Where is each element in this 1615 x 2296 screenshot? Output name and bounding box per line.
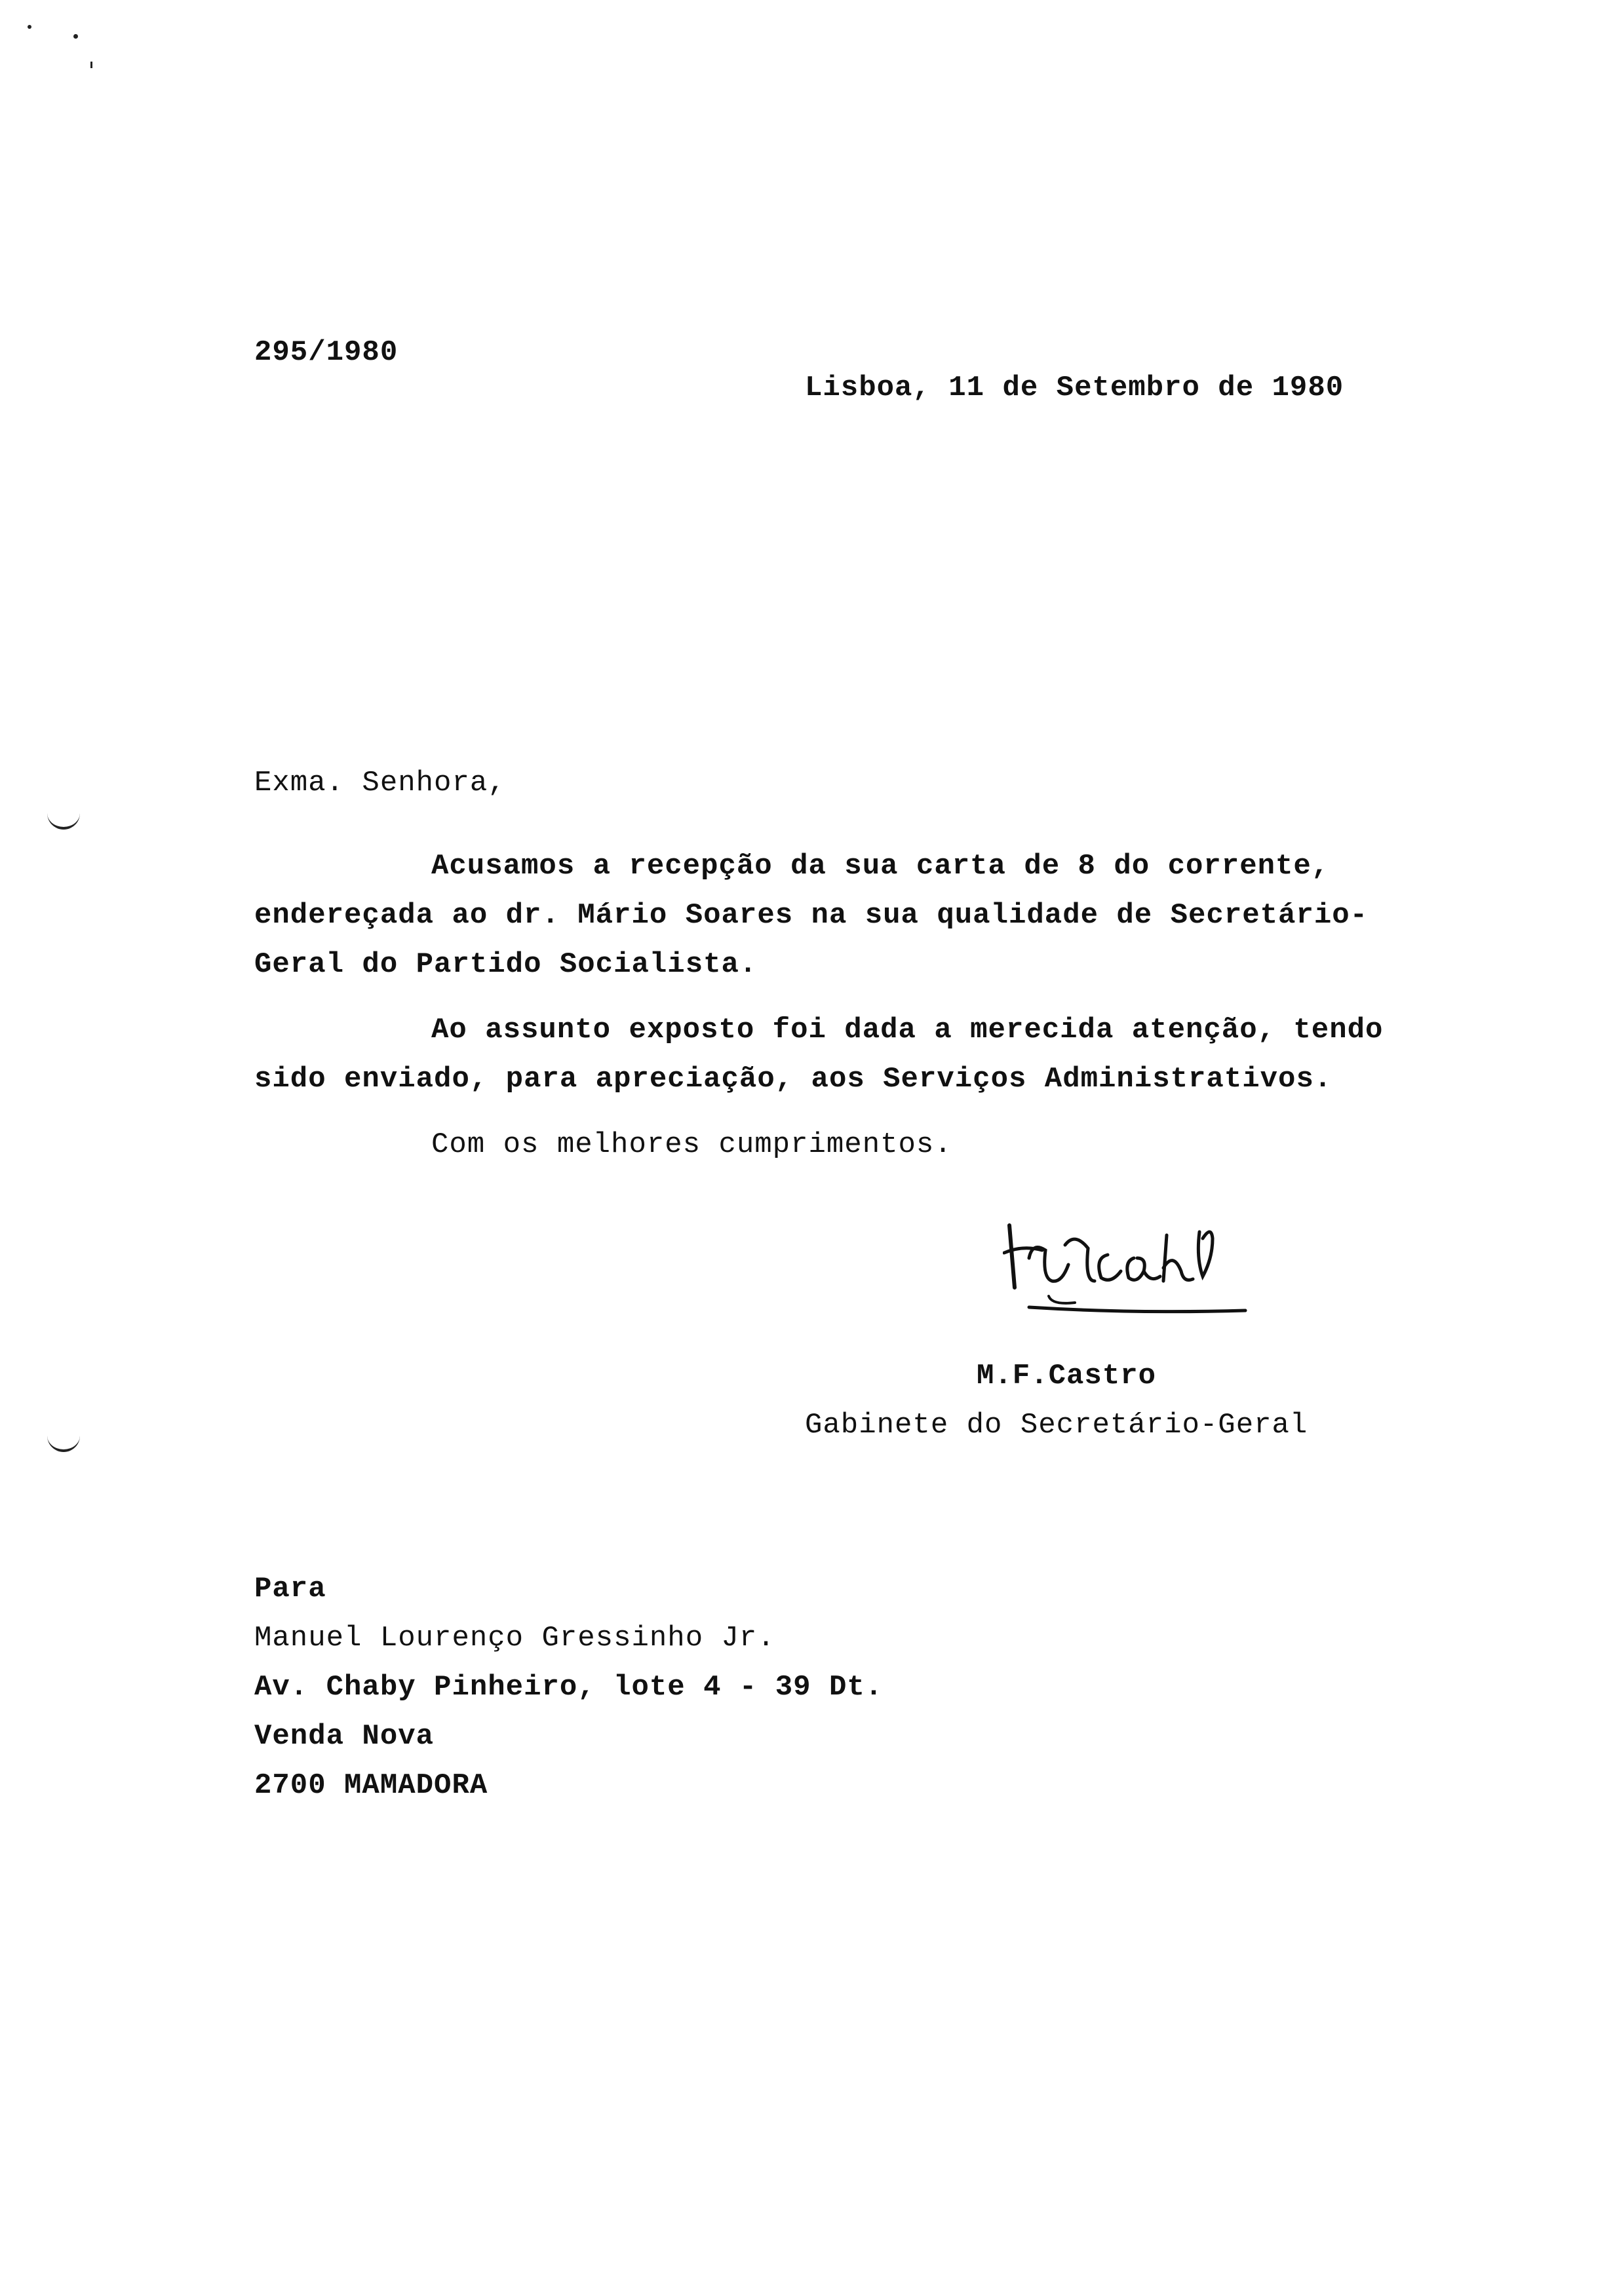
recipient-line: Venda Nova [254, 1720, 435, 1753]
recipient-line: 2700 MAMADORA [254, 1769, 488, 1802]
body-line: Acusamos a recepção da sua carta de 8 do corrente, [431, 850, 1330, 883]
binder-hole-mark [47, 1435, 80, 1452]
scan-speck [28, 25, 31, 29]
signatory-office: Gabinete do Secretário-Geral [805, 1409, 1308, 1442]
body-line: Geral do Partido Socialista. [254, 948, 758, 981]
recipient-line: Manuel Lourenço Gressinho Jr. [254, 1622, 775, 1655]
body-line: Ao assunto exposto foi dada a merecida atenção, tendo [431, 1014, 1384, 1046]
binder-hole-mark [47, 813, 80, 830]
reference-number: 295/1980 [254, 336, 399, 369]
scan-speck [90, 62, 92, 68]
body-line: sido enviado, para apreciação, aos Serviços Administrativos. [254, 1063, 1333, 1096]
handwritten-signature [1003, 1219, 1265, 1330]
scan-speck [73, 34, 78, 39]
closing: Com os melhores cumprimentos. [431, 1128, 952, 1161]
body-line: endereçada ao dr. Mário Soares na sua qualidade de Secretário- [254, 899, 1369, 932]
recipient-label: Para [254, 1573, 326, 1605]
recipient-line: Av. Chaby Pinheiro, lote 4 - 39 Dt. [254, 1671, 884, 1704]
salutation: Exma. Senhora, [254, 767, 506, 799]
place-date: Lisboa, 11 de Setembro de 1980 [805, 372, 1344, 404]
signatory-name: M.F.Castro [977, 1360, 1157, 1392]
